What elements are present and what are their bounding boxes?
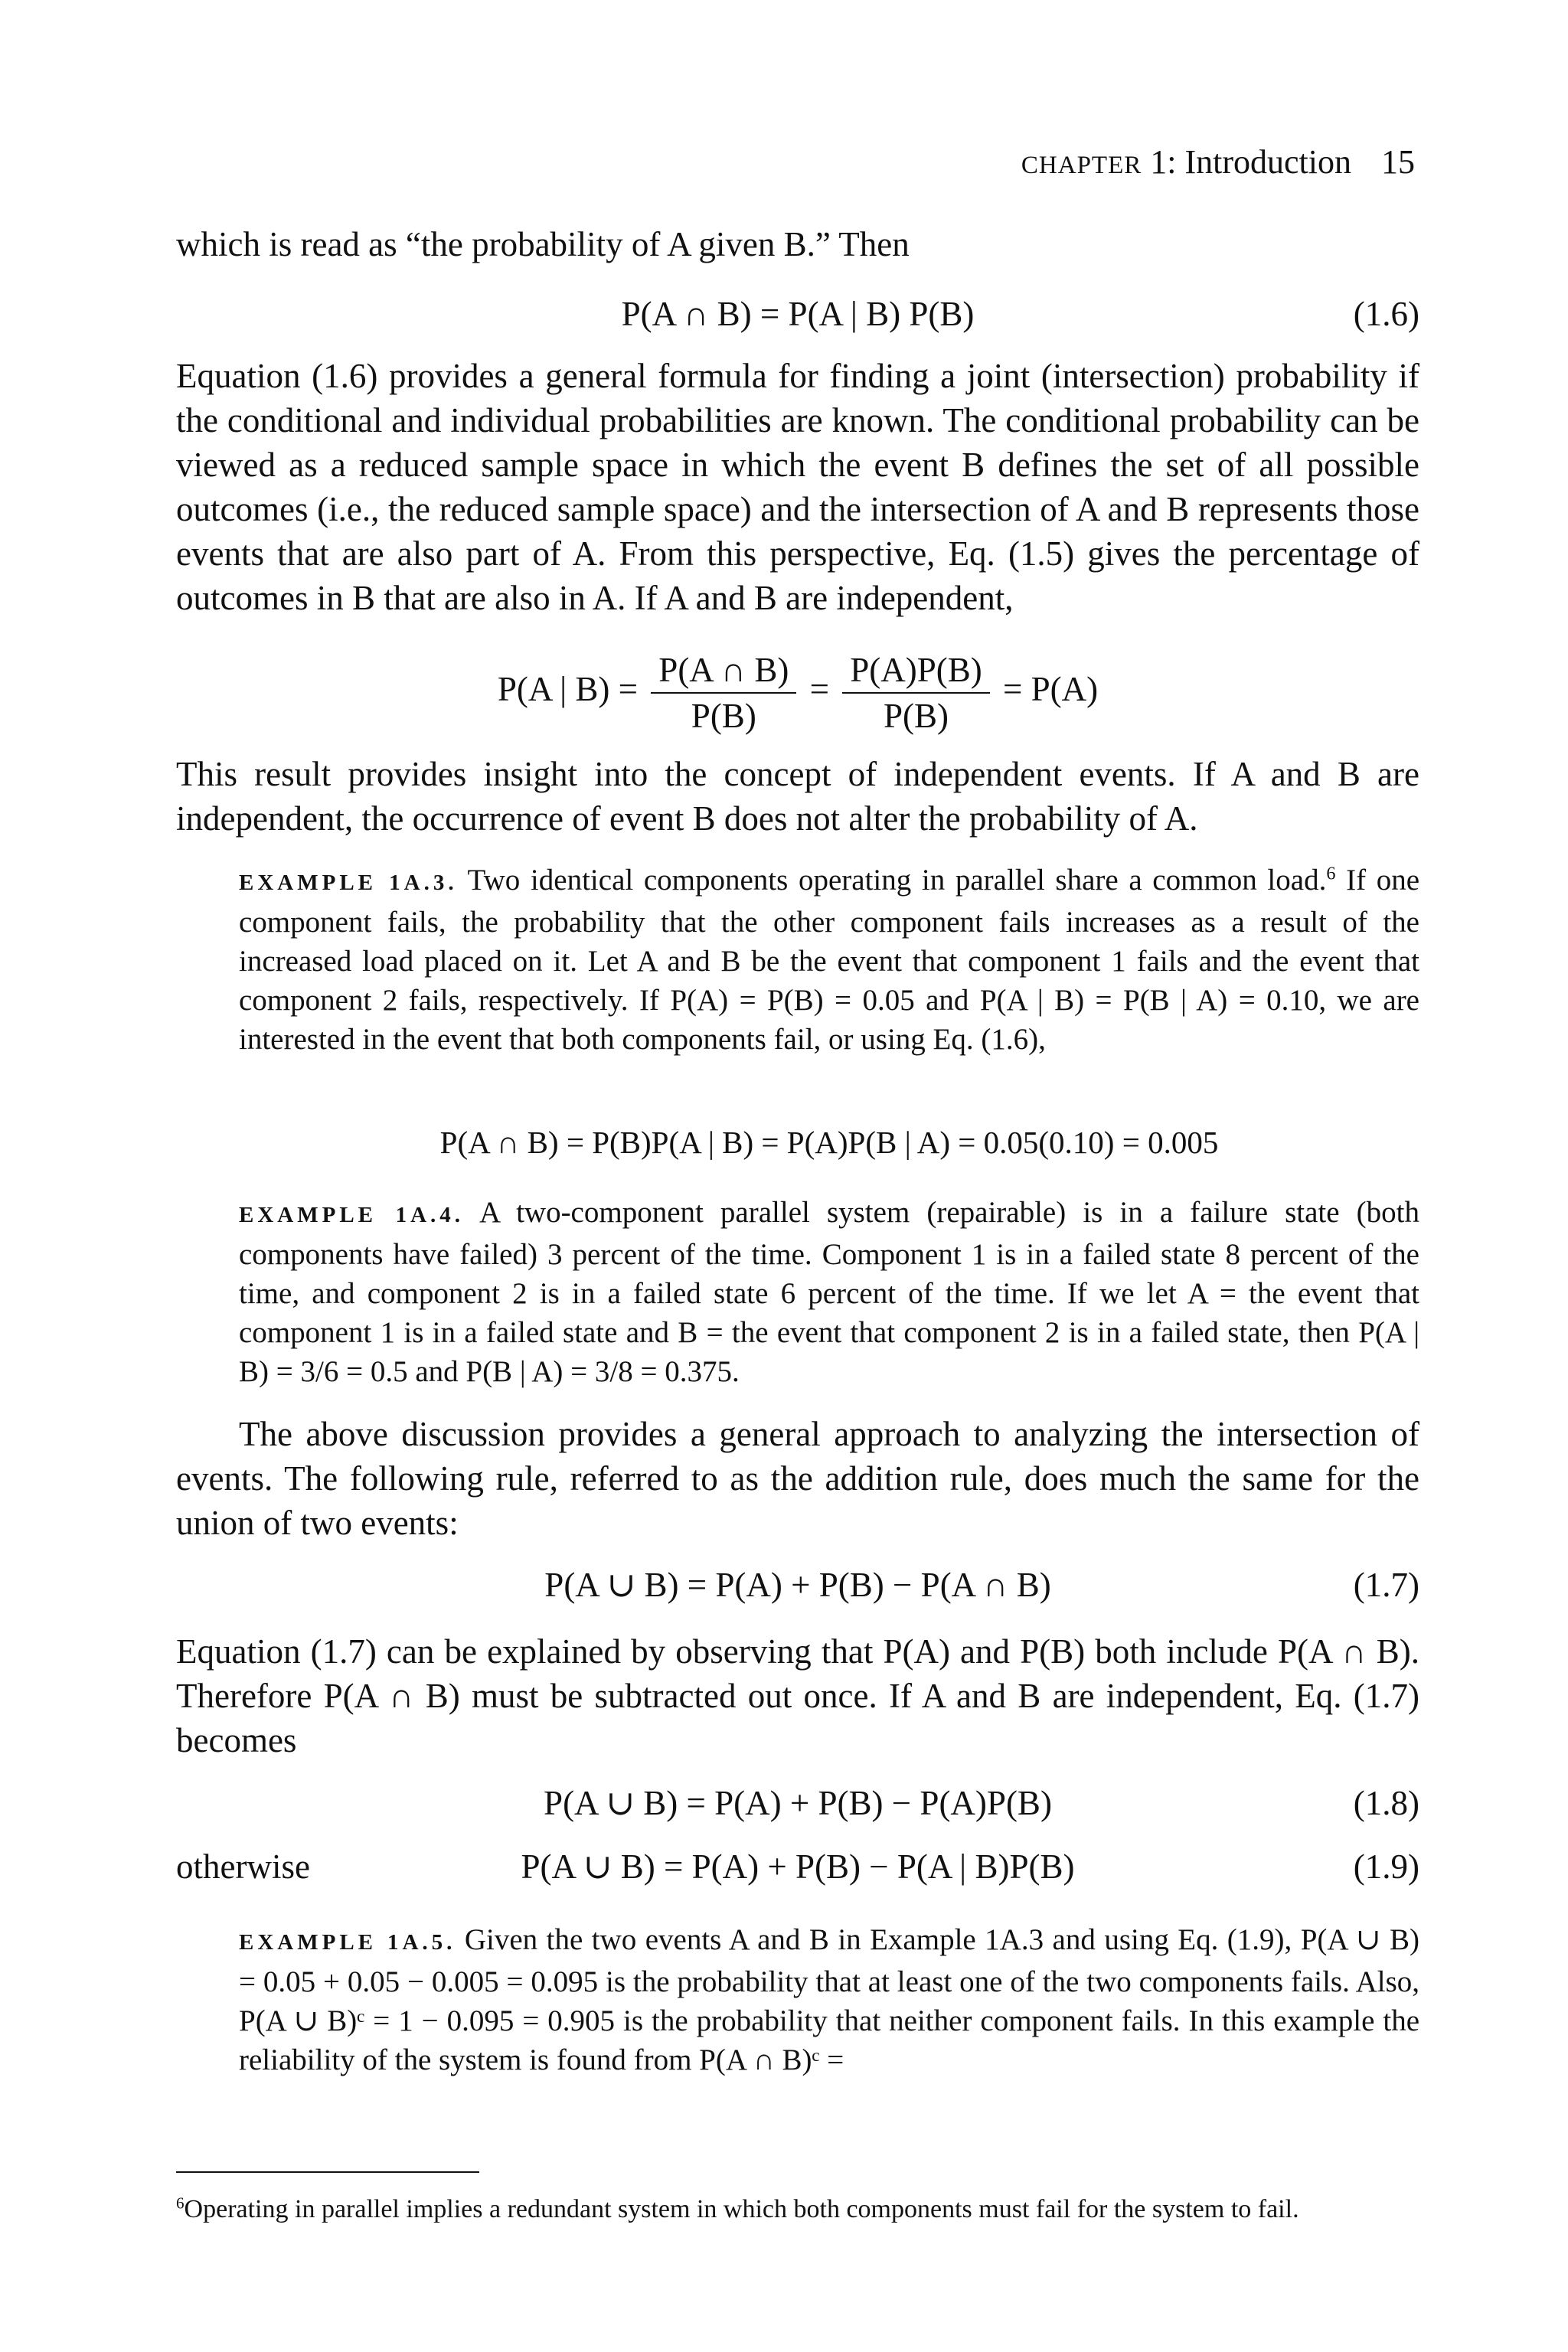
page-number: 15	[1381, 143, 1415, 181]
equation-1-7-number: (1.7)	[1353, 1566, 1419, 1604]
example-1a4	[239, 1193, 1419, 1391]
equation-1-6	[176, 291, 1419, 337]
equation-1-7-body: P(A ∪ B) = P(A) + P(B) − P(A ∩ B)	[544, 1566, 1051, 1604]
footnote-text: Operating in parallel implies a redundant system in which both components must fail for the system to fail.	[184, 2195, 1299, 2223]
fraction-lhs: P(A | B) =	[497, 670, 639, 708]
footnote	[176, 2193, 1419, 2226]
fraction-equals: =	[809, 670, 829, 708]
fraction-1-denominator: P(B)	[691, 696, 756, 735]
fraction-2-numerator: P(A)P(B)	[842, 648, 990, 694]
footnote-number: 6	[176, 2194, 185, 2213]
equation-1-9	[176, 1844, 1419, 1890]
equation-1-9-number: (1.9)	[1353, 1847, 1419, 1886]
example-1a4-label: EXAMPLE 1A.4.	[239, 1203, 465, 1227]
equation-1-8-number: (1.8)	[1353, 1784, 1419, 1822]
equation-1-9-body: P(A ∪ B) = P(A) + P(B) − P(A | B)P(B)	[521, 1847, 1075, 1886]
example-1a3-text: Two identical components operating in parallel share a common load.	[467, 864, 1327, 897]
paragraph-4: Equation (1.7) can be explained by observing that P(A) and P(B) both include P(A ∩ B). Therefore P(A ∩ B) must be subtracted out once. If A and B are independent, Eq. (1.7) becomes	[176, 1632, 1419, 1759]
example-1a3-label: EXAMPLE 1A.3.	[239, 871, 458, 895]
intro-line: which is read as “the probability of A given B.” Then	[176, 225, 910, 263]
fraction-1	[651, 648, 796, 738]
equation-1-8-body: P(A ∪ B) = P(A) + P(B) − P(A)P(B)	[544, 1784, 1052, 1822]
equation-1-9-prefix: otherwise	[176, 1847, 310, 1886]
footnote-marker: 6	[1326, 863, 1336, 884]
running-head	[1021, 142, 1415, 181]
fraction-rhs: = P(A)	[1002, 670, 1099, 708]
example-1a3-equation: P(A ∩ B) = P(B)P(A | B) = P(A)P(B | A) = 0.05(0.10) = 0.005	[439, 1125, 1219, 1160]
chapter-label: CHAPTER	[1021, 152, 1142, 179]
paragraph-3: The above discussion provides a general approach to analyzing the intersection of events. The following rule, referred to as the addition rule, does much the same for the union of two events:	[176, 1415, 1419, 1542]
equation-1-7	[176, 1562, 1419, 1608]
example-1a5-label: EXAMPLE 1A.5.	[239, 1930, 456, 1955]
example-1a5	[239, 1920, 1419, 2079]
equation-1-8	[176, 1780, 1419, 1826]
equation-1-6-body: P(A ∩ B) = P(A | B) P(B)	[621, 295, 975, 333]
chapter-title: 1: Introduction	[1150, 143, 1351, 181]
equation-1-6-number: (1.6)	[1353, 295, 1419, 333]
fraction-2-denominator: P(B)	[883, 696, 949, 735]
paragraph-1: Equation (1.6) provides a general formula for finding a joint (intersection) probability if the conditional and individual probabilities are known. The conditional probability can be viewed as a reduced sample space in which the event B defines the set of all possible outcomes (i.e., the reduced sample space) and the intersection of A and B represents those events that are also part of A. From this perspective, Eq. (1.5) gives the percentage of outcomes in B that are also in A. If A and B are independent,	[176, 357, 1419, 617]
example-1a5-text: Given the two events A and B in Example 1A.3 and using Eq. (1.9), P(A ∪ B) = 0.05 + 0.05 − 0.005 = 0.095 is the probability that at least one of the two components fails. Also, P(A ∪ B)ᶜ = 1 − 0.095 = 0.905 is the probability that neither component fails. In this example the reliability of the system is found from P(A ∩ B)ᶜ =	[239, 1923, 1420, 2076]
fraction-1-numerator: P(A ∩ B)	[651, 648, 796, 694]
fraction-2	[842, 648, 990, 738]
conditional-fraction-equation	[176, 635, 1419, 743]
example-1a4-text: A two-component parallel system (repairable) is in a failure state (both components have failed) 3 percent of the time. Component 1 is in a failed state 8 percent of the time, and component 2 is in a failed state 6 percent of the time. If we let A = the event that component 1 is in a failed state and B = the event that component 2 is in a failed state, then P(A | B) = 3/6 = 0.5 and P(B | A) = 3/8 = 0.375.	[239, 1196, 1419, 1388]
example-1a3	[239, 861, 1419, 1059]
example-1a3-text-cont: If one component fails, the probability that the other component fails increases as a result of the increased load placed on it. Let A and B be the event that component 1 fails and the event that component 2 fails, respectively. If P(A) = P(B) = 0.05 and P(A | B) = P(B | A) = 0.10, we are interested in the event that both components fail, or using Eq. (1.6),	[239, 864, 1420, 1056]
footnote-rule	[176, 2171, 479, 2173]
paragraph-2: This result provides insight into the concept of independent events. If A and B are independent, the occurrence of event B does not alter the probability of A.	[176, 755, 1419, 838]
